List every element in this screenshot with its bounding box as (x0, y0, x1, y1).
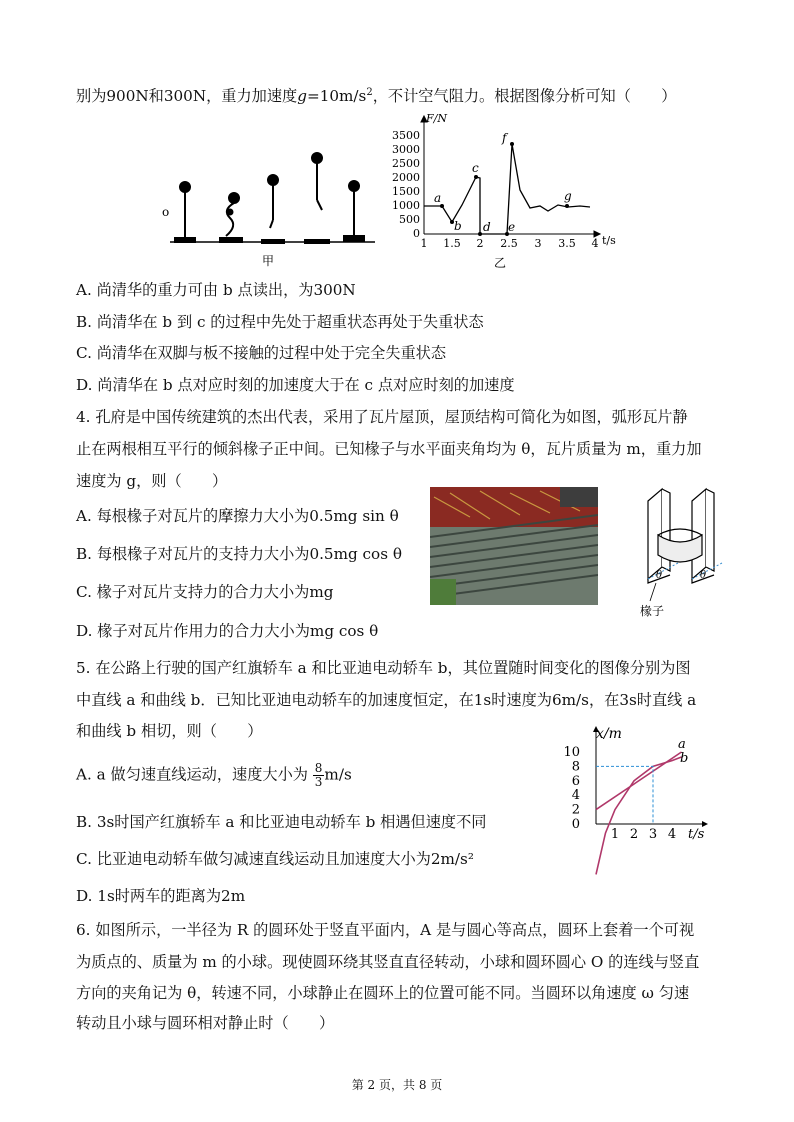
q5-stem-1: 5. 在公路上行驶的国产红旗轿车 a 和比亚迪电动轿车 b，其位置随时间变化的图像分别为图 (76, 659, 691, 677)
q3-option-b: B. 尚清华在 b 到 c 的过程中先处于超重状态再处于失重状态 (76, 313, 484, 331)
q4-option-d: D. 椽子对瓦片作用力的合力大小为mg cos θ (76, 622, 379, 640)
figure-yi-chart (390, 110, 630, 270)
xt-xlabel: t/s (688, 827, 705, 842)
xt-xtick: 1 (610, 827, 620, 842)
q4-stem-2: 止在两根相互平行的倾斜椽子正中间。已知椽子与水平面夹角均为 θ，瓦片质量为 m，重力加 (76, 440, 702, 458)
label-f: f (502, 131, 507, 145)
yi-ytick: 1500 (392, 185, 420, 198)
q3-option-a: A. 尚清华的重力可由 b 点读出，为300N (76, 281, 356, 299)
figure-jia (150, 140, 380, 270)
xt-ytick: 10 (563, 745, 580, 760)
rafter-diagram (628, 483, 748, 623)
yi-ytick: 1000 (392, 199, 420, 212)
label-g: g (564, 189, 572, 203)
yi-ytick: 2000 (392, 171, 420, 184)
series-a (596, 752, 682, 810)
q6-line-3: 方向的夹角记为 θ，转速不同，小球静止在圆环上的位置可能不同。当圆环以角速度 ω 匀速 (76, 984, 690, 1002)
caption-jia: 甲 (262, 254, 275, 268)
xt-ytick: 0 (571, 817, 580, 832)
q6-line-1: 6. 如图所示，一半径为 R 的圆环处于竖直平面内，A 是与圆心等高点，圆环上套着一个可视 (76, 921, 695, 939)
label-b: b (454, 219, 462, 233)
series-b (596, 757, 682, 874)
point-d (478, 232, 482, 236)
page-footer: 第 2 页，共 8 页 (351, 1078, 443, 1092)
rafter-label: 椽子 (640, 604, 665, 618)
xt-ytick: 4 (571, 788, 580, 804)
roof-photo (430, 487, 598, 605)
q3-option-d: D. 尚清华在 b 点对应时刻的加速度大于在 c 点对应时刻的加速度 (76, 376, 515, 394)
q3-option-c: C. 尚清华在双脚与板不接触的过程中处于完全失重状态 (76, 344, 447, 362)
label-c: c (472, 161, 479, 175)
yi-xtick: 1.5 (443, 237, 461, 250)
label-a: a (434, 191, 442, 205)
yi-ytick: 500 (399, 213, 420, 226)
xt-ytick: 6 (571, 773, 580, 789)
yi-xtick: 1 (420, 237, 428, 250)
yi-xtick: 3 (534, 237, 542, 250)
q6-line-4: 转动且小球与圆环相对静止时（ ） (76, 1014, 335, 1032)
yi-xtick: 2.5 (500, 237, 518, 250)
xt-ytick: 8 (571, 759, 580, 775)
label-d: d (483, 220, 491, 234)
q4-option-b: B. 每根椽子对瓦片的支持力大小为0.5mg cos θ (76, 545, 402, 563)
q5-option-c: C. 比亚迪电动轿车做匀减速直线运动且加速度大小为2m/s² (76, 850, 474, 868)
label-line-a: a (678, 737, 686, 752)
yi-ytick: 2500 (392, 157, 420, 170)
q4-option-a: A. 每根椽子对瓦片的摩擦力大小为0.5mg sin θ (76, 507, 399, 525)
theta-label: θ (656, 570, 663, 581)
q6-line-2: 为质点的、质量为 m 的小球。现使圆环绕其竖直直径转动，小球和圆环圆心 O 的连线与竖直 (76, 953, 700, 971)
yi-xlabel: t/s (602, 234, 616, 247)
label-e: e (508, 220, 516, 234)
yi-xtick: 4 (591, 237, 599, 250)
xt-xtick: 3 (648, 827, 658, 842)
q4-stem-3: 速度为 g，则（ ） (76, 472, 228, 490)
yi-ytick: 3000 (392, 143, 420, 156)
q5-stem-2: 中直线 a 和曲线 b．已知比亚迪电动轿车的加速度恒定，在1s时速度为6m/s，在3s时直线 a (76, 691, 697, 709)
q5-option-d: D. 1s时两车的距离为2m (76, 887, 246, 905)
yi-xtick: 2 (476, 237, 484, 250)
intro-line: 别为900N和300N，重力加速度$g=10m/s^2$，不计空气阻力。根据图像分析可知（ ） (76, 87, 677, 106)
q5-stem-3: 和曲线 b 相切，则（ ） (76, 722, 263, 740)
yi-ytick: 3500 (392, 129, 420, 142)
q5-option-b: B. 3s时国产红旗轿车 a 和比亚迪电动轿车 b 相遇但速度不同 (76, 813, 487, 831)
label-line-b: b (680, 751, 689, 766)
yi-ytick: 0 (413, 227, 420, 240)
fraction: $\frac{8}{3}$ (314, 761, 323, 789)
theta-label: θ (700, 570, 707, 581)
xt-xtick: 4 (667, 827, 677, 842)
q4-option-c: C. 椽子对瓦片支持力的合力大小为mg (76, 583, 334, 601)
q4-stem-1: 4. 孔府是中国传统建筑的杰出代表，采用了瓦片屋顶，屋顶结构可简化为如图，弧形瓦片静 (76, 408, 688, 426)
xt-chart (556, 722, 716, 892)
caption-yi: 乙 (494, 256, 507, 270)
xt-ytick: 2 (571, 802, 580, 818)
xt-xtick: 2 (629, 827, 639, 842)
q5-option-a: A. a 做匀速直线运动，速度大小为 $\frac{8}{3}$ m/s (76, 761, 352, 789)
yi-ylabel: F/N (426, 112, 447, 125)
point-g (565, 204, 569, 208)
label-o: o (162, 205, 170, 219)
point-f (510, 142, 514, 146)
xt-ylabel: x/m (596, 726, 622, 742)
point-c (474, 175, 478, 179)
yi-xtick: 3.5 (558, 237, 576, 250)
